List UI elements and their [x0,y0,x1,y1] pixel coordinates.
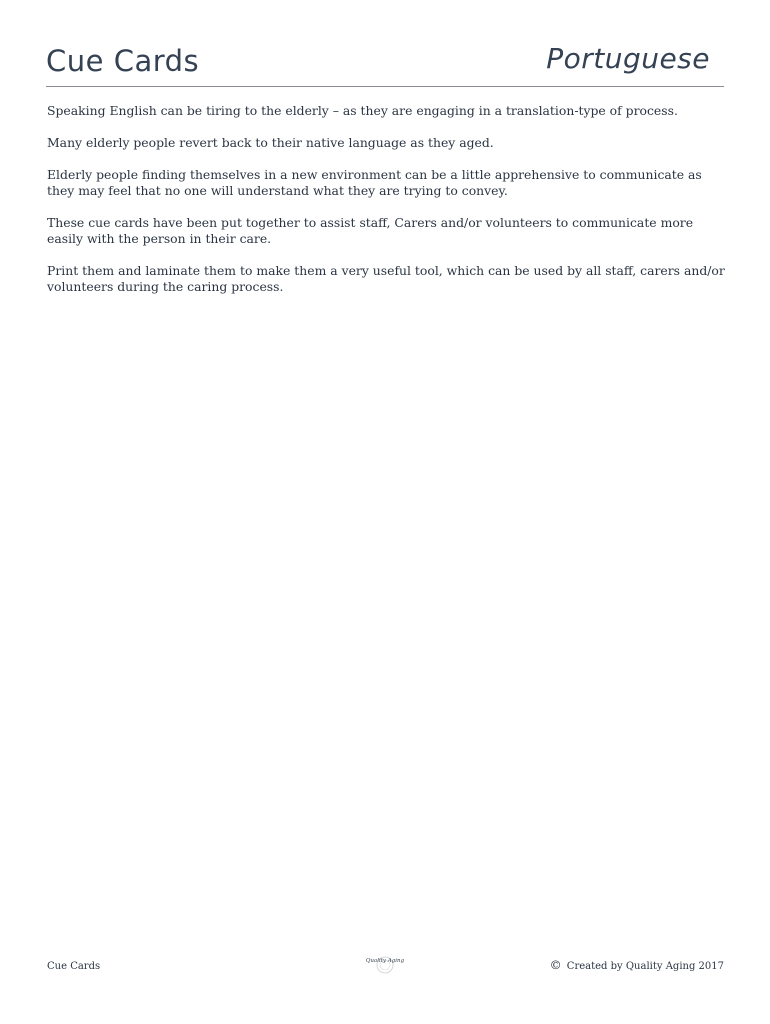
footer-left-label: Cue Cards [47,961,101,972]
paragraph: These cue cards have been put together to assist staff, Carers and/or volunteers to communicate more easily with the person in their care. [47,215,694,246]
paragraph: Many elderly people revert back to their native language as they aged. [47,135,494,150]
paragraph: Elderly people finding themselves in a new environment can be a little apprehensive to communicate as they may feel that no one will understand what they are trying to convey. [47,167,702,198]
quality-aging-logo [360,950,410,976]
page-header [46,42,724,87]
language-label: Portuguese [546,42,710,75]
paragraph: Print them and laminate them to make them a very useful tool, which can be used by all staff, carers and/or volunteers during the caring process. [47,263,725,294]
svg-text:Quality Aging: Quality Aging [365,958,405,964]
intro-text [47,103,727,311]
paragraph: Speaking English can be tiring to the elderly – as they are engaging in a translation-type of process. [47,103,678,118]
credit-text: Created by Quality Aging 2017 [566,961,724,972]
footer-credit [550,958,724,972]
copyright-symbol: © [549,958,562,972]
page-title: Cue Cards [46,44,200,78]
